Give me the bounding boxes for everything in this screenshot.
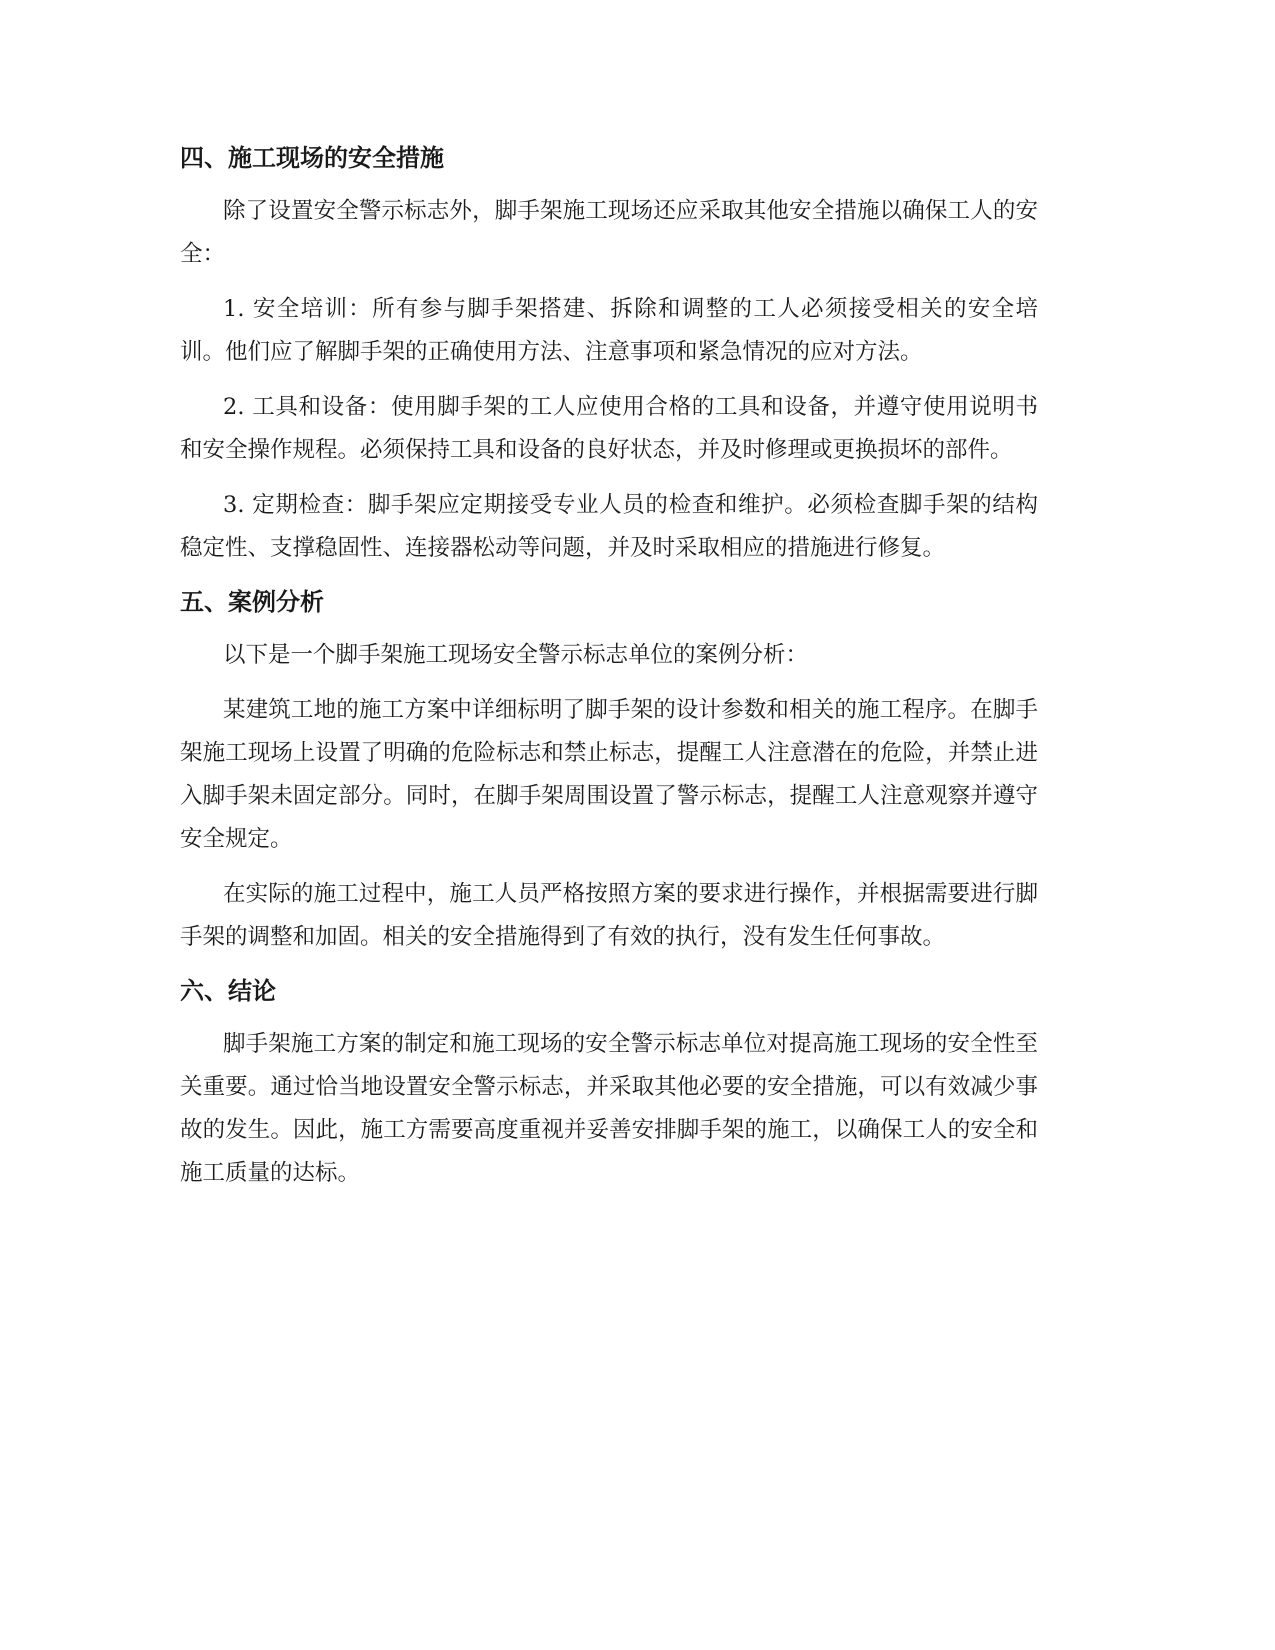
section-heading: 六、结论 <box>180 977 276 1005</box>
list-item-paragraph: 3. 定期检查：脚手架应定期接受专业人员的检查和维护。必须检查脚手架的结构稳定性、支撑稳固性、连接器松动等问题，并及时采取相应的措施进行修复。 <box>180 492 1038 561</box>
section-safety-measures <box>180 138 1038 570</box>
section-heading: 四、施工现场的安全措施 <box>180 144 444 172</box>
paragraph: 某建筑工地的施工方案中详细标明了脚手架的设计参数和相关的施工程序。在脚手架施工现场上设置了明确的危险标志和禁止标志，提醒工人注意潜在的危险，并禁止进入脚手架未固定部分。同时，在脚手架周围设置了警示标志，提醒工人注意观察并遵守安全规定。 <box>180 697 1038 852</box>
section-conclusion <box>180 971 1038 1195</box>
paragraph: 在实际的施工过程中，施工人员严格按照方案的要求进行操作，并根据需要进行脚手架的调整和加固。相关的安全措施得到了有效的执行，没有发生任何事故。 <box>180 881 1038 950</box>
section-case-analysis <box>180 582 1038 959</box>
list-item-paragraph: 2. 工具和设备：使用脚手架的工人应使用合格的工具和设备，并遵守使用说明书和安全操作规程。必须保持工具和设备的良好状态，并及时修理或更换损坏的部件。 <box>180 394 1038 463</box>
list-item-paragraph: 1. 安全培训：所有参与脚手架搭建、拆除和调整的工人必须接受相关的安全培训。他们应了解脚手架的正确使用方法、注意事项和紧急情况的应对方法。 <box>180 296 1038 365</box>
document-page <box>180 138 1038 1207</box>
section-heading: 五、案例分析 <box>180 588 324 616</box>
paragraph: 脚手架施工方案的制定和施工现场的安全警示标志单位对提高施工现场的安全性至关重要。通过恰当地设置安全警示标志，并采取其他必要的安全措施，可以有效减少事故的发生。因此，施工方需要高度重视并妥善安排脚手架的施工，以确保工人的安全和施工质量的达标。 <box>180 1031 1038 1186</box>
paragraph: 除了设置安全警示标志外，脚手架施工现场还应采取其他安全措施以确保工人的安全： <box>180 198 1038 267</box>
paragraph: 以下是一个脚手架施工现场安全警示标志单位的案例分析： <box>223 642 809 668</box>
